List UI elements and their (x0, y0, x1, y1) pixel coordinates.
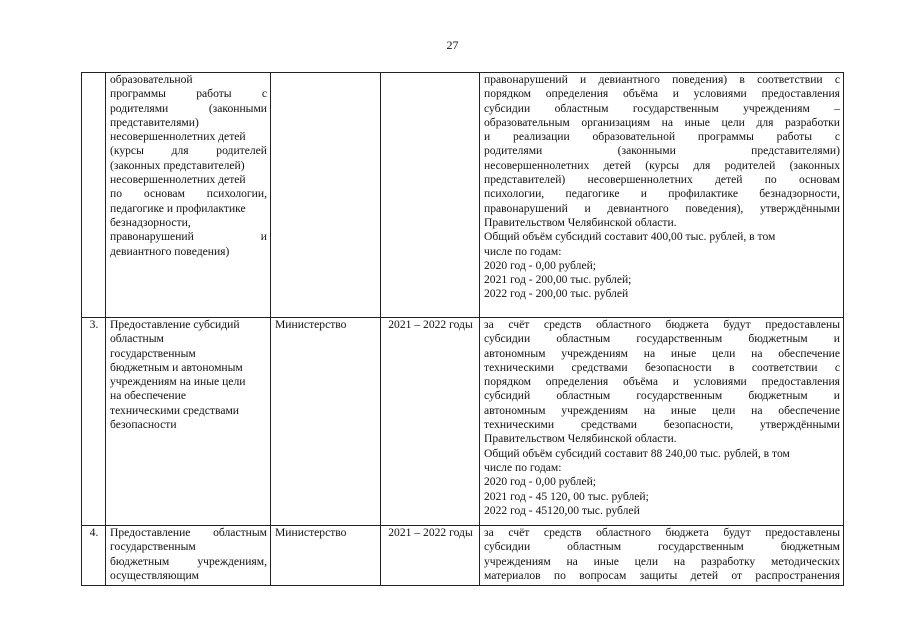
measure-name-line: образовательной (110, 73, 193, 86)
measure-name-line: (курсы для родителей (110, 144, 267, 158)
table-row (82, 318, 844, 526)
measure-name-line: представителями) (110, 115, 199, 129)
measure-name-line: по основам психологии, (110, 187, 267, 201)
description-line: техническими средствами безопасности в соответствии с (484, 360, 840, 374)
description-line: Общий объём субсидий составит 400,00 тыс. рублей, в том (484, 230, 776, 244)
measure-name-line: Предоставление областным (110, 526, 267, 539)
measure-name-line: государственным (110, 346, 196, 360)
description-line: за счёт средств областного бюджета будут предоставлены (484, 318, 840, 331)
description-line: порядком определения объёма и условиями предоставления (484, 87, 840, 101)
period: 2021 – 2022 годы (388, 526, 473, 539)
measures-table (81, 72, 844, 586)
row-number-cell (82, 526, 106, 586)
description-line: 2021 год - 200,00 тыс. рублей; (484, 273, 632, 287)
description-line: числе по годам: (484, 460, 562, 474)
measure-name-line: несовершеннолетних детей (110, 130, 246, 144)
description-line: и реализации образовательной программы работы с (484, 130, 840, 144)
measure-name-cell (106, 73, 271, 318)
description-line: числе по годам: (484, 244, 562, 258)
executor: Министерство (275, 526, 347, 539)
row-number-cell (82, 73, 106, 318)
period-cell (381, 73, 480, 318)
measure-name-line: (законных представителей) (110, 158, 245, 172)
table-row (82, 526, 844, 586)
row-number: 3. (89, 318, 99, 331)
description-line: образовательным организациям на иные цели для разработки (484, 115, 840, 129)
description-line: правонарушений и девиантного поведения), утверждёнными (484, 201, 840, 215)
measure-name-line: Предоставление субсидий (110, 318, 240, 331)
description-line: субсидии областным государственным учреждениям – (484, 101, 840, 115)
description-line: Общий объём субсидий составит 88 240,00 тыс. рублей, в том (484, 446, 790, 460)
measure-name-line: бюджетным и автономным (110, 360, 243, 374)
description-line: психологии, педагогике и профилактике безнадзорности, (484, 187, 840, 201)
description-line: 2022 год - 200,00 тыс. рублей (484, 287, 629, 301)
description-line: учреждениям на иные цели на разработку методических (484, 554, 840, 568)
description-line: правонарушений и девиантного поведения) в соответствии с (484, 73, 840, 86)
measure-name-line: на обеспечение (110, 389, 186, 403)
measure-name-line: девиантного поведения) (110, 244, 230, 258)
description-line: автономным учреждениям на иные цели на обеспечение (484, 403, 840, 417)
description-line: техническими средствами безопасности, утверждёнными (484, 418, 840, 432)
description-line: порядком определения объёма и условиями предоставления (484, 375, 840, 389)
measure-name-line: государственным (110, 540, 196, 554)
description-line: 2020 год - 0,00 рублей; (484, 475, 597, 489)
period-cell (381, 526, 480, 586)
executor: Министерство (275, 318, 347, 331)
row-number-cell (82, 318, 106, 526)
measure-name-line: педагогике и профилактике (110, 201, 246, 215)
row-number: 4. (89, 526, 99, 539)
description-line: субсидии областным государственным бюджетным (484, 540, 840, 554)
description-line: материалов по вопросам защиты детей от распространения (484, 568, 840, 582)
measure-name-line: правонарушений и (110, 230, 267, 244)
executor-cell (271, 526, 381, 586)
description-line: 2021 год - 45 120, 00 тыс. рублей; (484, 489, 649, 503)
description-line: представителей) несовершеннолетних детей по основам (484, 173, 840, 187)
description-cell (480, 526, 844, 586)
description-line: автономным учреждениям на иные цели на обеспечение (484, 346, 840, 360)
measure-name-cell (106, 526, 271, 586)
measure-name-line: программы работы с (110, 87, 267, 101)
description-line: субсидий областным государственным бюджетным и (484, 389, 840, 403)
description-line: Правительством Челябинской области. (484, 215, 677, 229)
measure-name-line: безопасности (110, 418, 177, 432)
measure-name-cell (106, 318, 271, 526)
description-line: за счёт средств областного бюджета будут предоставлены (484, 526, 840, 539)
description-line: субсидии областным государственным бюджетным и (484, 332, 840, 346)
period: 2021 – 2022 годы (388, 318, 473, 331)
measure-name-line: бюджетным учреждениям, (110, 554, 267, 568)
description-line: 2022 год - 45120,00 тыс. рублей (484, 503, 640, 517)
measure-name-line: областным (110, 332, 164, 346)
page-number: 27 (446, 38, 459, 52)
executor-cell (271, 318, 381, 526)
measure-name-line: родителями (законными (110, 101, 267, 115)
description-line: несовершеннолетних детей (курсы для родителей (законных (484, 158, 840, 172)
description-line: 2020 год - 0,00 рублей; (484, 258, 597, 272)
table-row (82, 73, 844, 318)
measure-name-line: учреждениям на иные цели (110, 375, 246, 389)
description-line: родителями (законными представителями) (484, 144, 840, 158)
executor-cell (271, 73, 381, 318)
description-cell (480, 73, 844, 318)
period-cell (381, 318, 480, 526)
description-line: Правительством Челябинской области. (484, 432, 677, 446)
measure-name-line: осуществляющим (110, 568, 200, 582)
measure-name-line: несовершеннолетних детей (110, 173, 246, 187)
measure-name-line: техническими средствами (110, 403, 240, 417)
measure-name-line: безнадзорности, (110, 215, 191, 229)
description-cell (480, 318, 844, 526)
